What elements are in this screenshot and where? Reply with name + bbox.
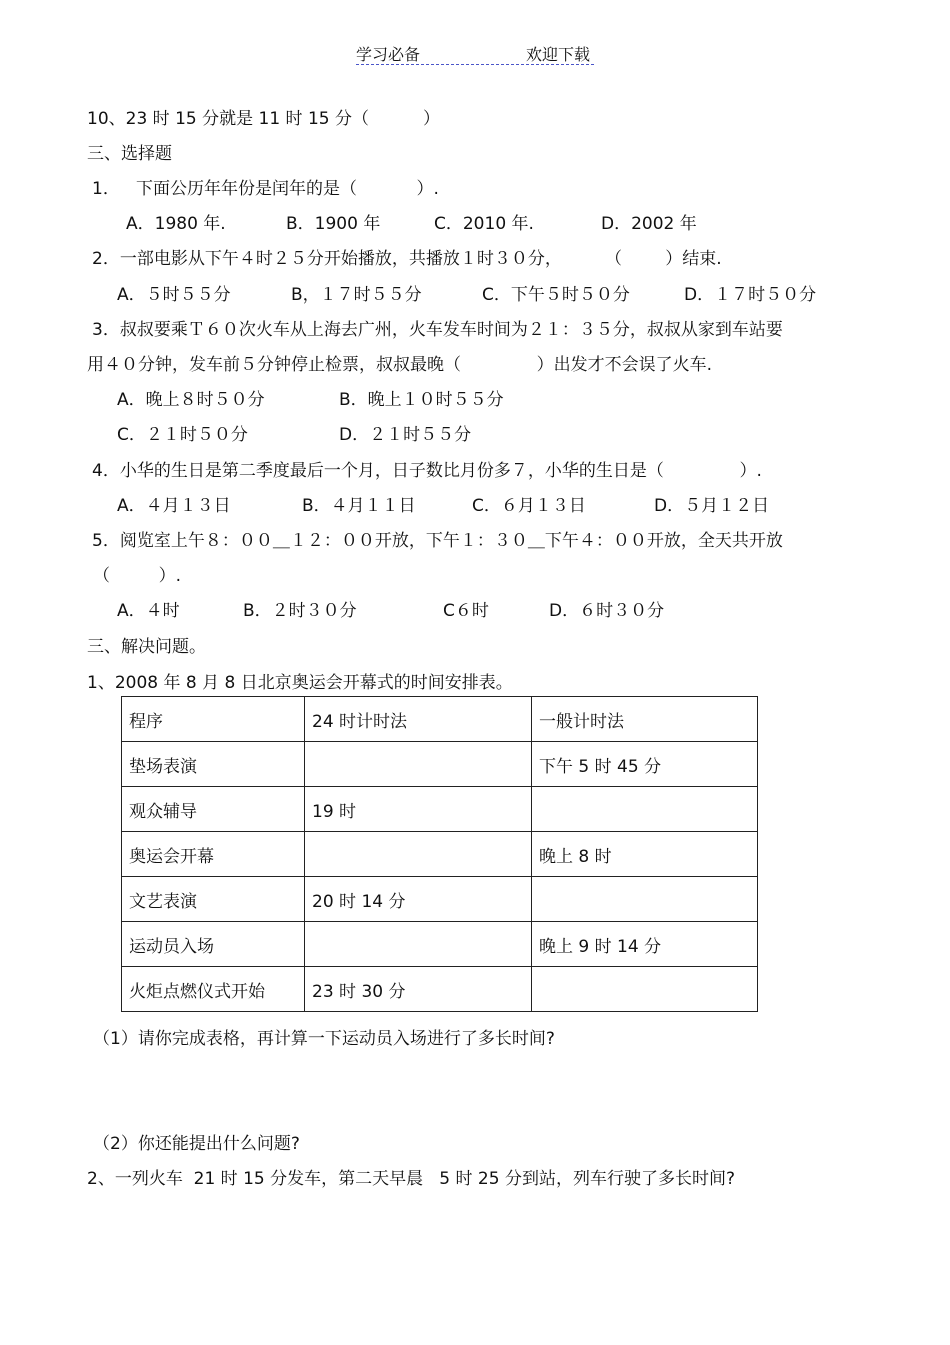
table-cell: 23 时 30 分	[305, 967, 532, 1012]
table-row	[122, 922, 758, 967]
table-cell: 晚上 8 时	[532, 832, 758, 877]
table-header-cell: 程序	[122, 697, 305, 742]
problem-1-title: 1、2008 年 8 月 8 日北京奥运会开幕式的时间安排表。	[87, 673, 513, 693]
table-cell: 19 时	[305, 787, 532, 832]
table-cell	[532, 967, 758, 1012]
choice-4-question: 4．小华的生日是第二季度最后一个月，日子数比月份多７，小华的生日是（ ）.	[92, 461, 762, 481]
table-cell	[305, 742, 532, 787]
table-row	[122, 967, 758, 1012]
choice-1-option-b: B．1900 年	[286, 214, 381, 234]
choice-4-option-a: A．４月１３日	[117, 496, 231, 516]
table-header-cell: 24 时计时法	[305, 697, 532, 742]
choice-1-question: 1． 下面公历年年份是闰年的是（ ）.	[92, 179, 439, 199]
choice-2-option-d: D．１７时５０分	[684, 285, 817, 305]
choice-5-question-line1: 5．阅览室上午８：００＿１２：００开放，下午１：３０＿下午４：００开放，全天共开放	[92, 531, 783, 551]
choice-4-option-c: C．６月１３日	[472, 496, 586, 516]
choice-4-option-d: D．５月１２日	[654, 496, 770, 516]
choice-5-question-line2: （ ）.	[93, 566, 182, 586]
question-10: 10、23 时 15 分就是 11 时 15 分（ ）	[87, 109, 441, 129]
section-heading-solve: 三、解决问题。	[87, 637, 206, 657]
table-cell	[305, 832, 532, 877]
table-cell: 奥运会开幕	[122, 832, 305, 877]
table-cell	[305, 922, 532, 967]
table-cell	[532, 877, 758, 922]
table-header-cell: 一般计时法	[532, 697, 758, 742]
choice-1-option-c: C．2010 年.	[434, 214, 534, 234]
choice-5-option-d: D．６时３０分	[549, 601, 665, 621]
choice-1-option-a: A．1980 年.	[126, 214, 226, 234]
table-row	[122, 877, 758, 922]
table-cell: 晚上 9 时 14 分	[532, 922, 758, 967]
choice-3-option-a: A．晚上８时５０分	[117, 390, 265, 410]
choice-1-option-d: D．2002 年	[601, 214, 697, 234]
page-header	[356, 42, 594, 65]
table-row	[122, 742, 758, 787]
table-row	[122, 787, 758, 832]
table-cell: 火炬点燃仪式开始	[122, 967, 305, 1012]
choice-4-option-b: B．４月１１日	[302, 496, 416, 516]
choice-3-question-line2: 用４０分钟，发车前５分钟停止检票，叔叔最晚（ ）出发才不会误了火车.	[87, 355, 713, 375]
table-cell: 20 时 14 分	[305, 877, 532, 922]
choice-5-option-b: B．２时３０分	[243, 601, 357, 621]
choice-3-option-c: C．２１时５０分	[117, 425, 248, 445]
header-left-text: 学习必备	[356, 45, 421, 64]
choice-3-question-line1: 3．叔叔要乘Ｔ６０次火车从上海去广州，火车发车时间为２１：３５分，叔叔从家到车站要	[92, 320, 783, 340]
table-cell: 观众辅导	[122, 787, 305, 832]
header-right-text: 欢迎下载	[525, 45, 590, 64]
choice-5-option-a: A．４时	[117, 601, 180, 621]
choice-3-option-b: B．晚上１０时５５分	[339, 390, 504, 410]
table-cell	[532, 787, 758, 832]
choice-5-option-c: C６时	[443, 601, 489, 621]
table-row	[122, 832, 758, 877]
section-heading-choice: 三、选择题	[87, 144, 172, 164]
choice-2-option-b: B，１７时５５分	[291, 285, 422, 305]
schedule-table	[121, 696, 758, 1012]
table-cell: 下午 5 时 45 分	[532, 742, 758, 787]
choice-3-option-d: D．２１时５５分	[339, 425, 472, 445]
problem-1-subquestion-1: （1）请你完成表格，再计算一下运动员入场进行了多长时间?	[93, 1029, 555, 1049]
table-header-row	[122, 697, 758, 742]
choice-2-question: 2．一部电影从下午４时２５分开始播放，共播放１时３０分， （ ）结束.	[92, 249, 722, 269]
choice-2-option-a: A．５时５５分	[117, 285, 231, 305]
problem-1-subquestion-2: （2）你还能提出什么问题?	[93, 1134, 300, 1154]
choice-2-option-c: C．下午５时５０分	[482, 285, 630, 305]
problem-2: 2、一列火车 21 时 15 分发车，第二天早晨 5 时 25 分到站，列车行驶了多长时间?	[87, 1169, 735, 1189]
table-cell: 文艺表演	[122, 877, 305, 922]
table-cell: 运动员入场	[122, 922, 305, 967]
table-cell: 垫场表演	[122, 742, 305, 787]
